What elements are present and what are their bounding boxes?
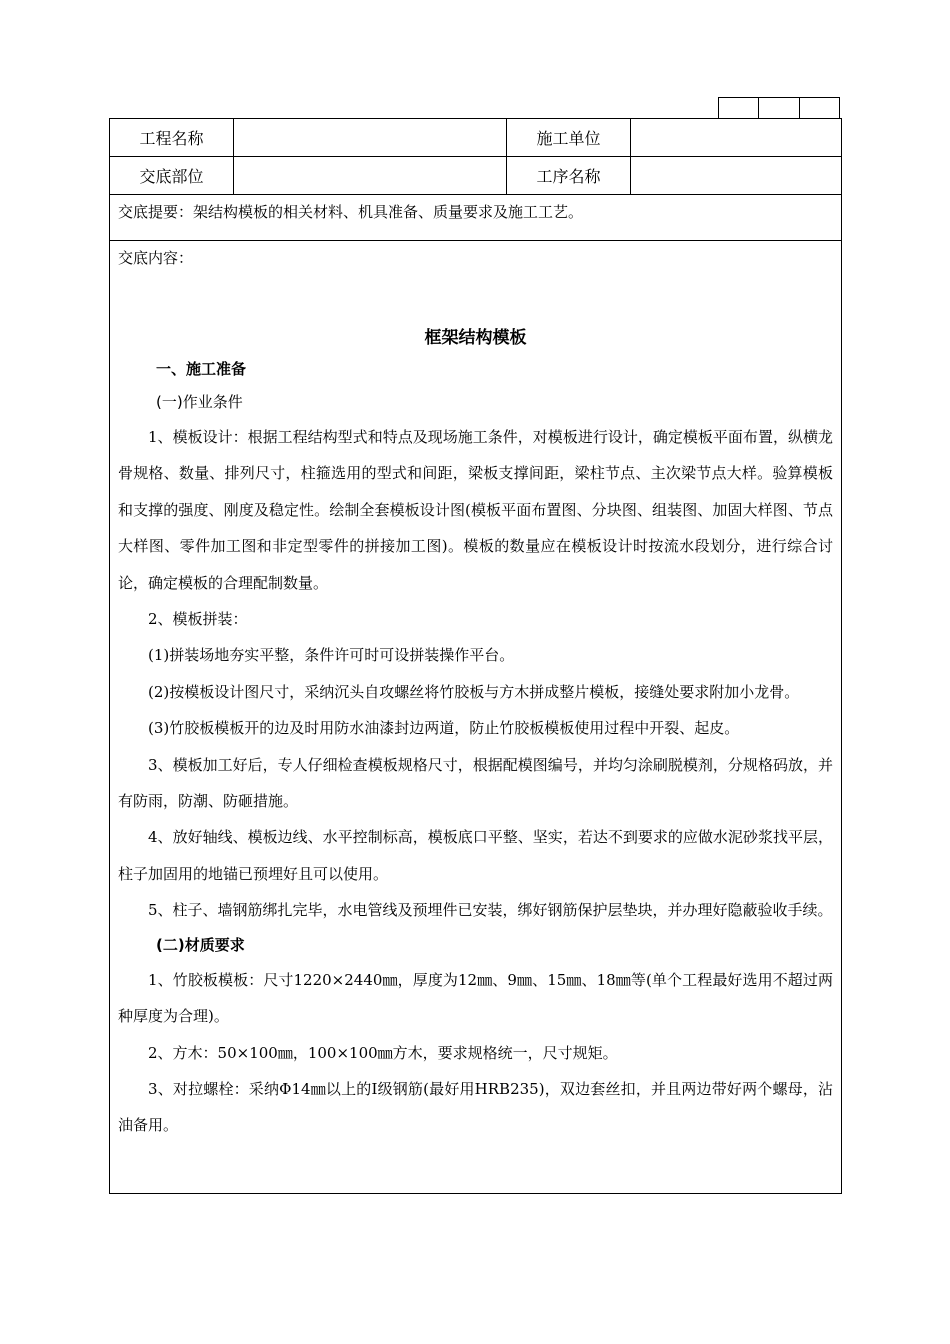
construction-unit-value <box>631 119 841 156</box>
paragraph: (3)竹胶板模板开的边及时用防水油漆封边两道，防止竹胶板模板使用过程中开裂、起皮。 <box>148 719 740 738</box>
paragraph: 1、模板设计：根据工程结构型式和特点及现场施工条件，对模板进行设计，确定模板平面布置，纵横龙骨规格、数量、排列尺寸，柱箍选用的型式和间距，梁板支撑间距，梁柱节点、主次梁节点大样。验算模板和支撑的强度、刚度及稳定性。绘制全套模板设计图(模板平面布置图、分块图、组装图、加固大样图、节点大样图、零件加工图和非定型零件的拼接加工图)。模板的数量应在模板设计时按流水段划分，进行综合讨论，确定模板的合理配制数量。 <box>118 428 833 592</box>
project-name-label: 工程名称 <box>110 119 234 156</box>
subsection-heading-conditions: (一)作业条件 <box>156 393 243 411</box>
summary-row <box>110 195 841 241</box>
process-name-label: 工序名称 <box>507 157 631 194</box>
page-box-2 <box>759 98 799 118</box>
handover-part-value <box>234 157 507 194</box>
paragraph: (2)按模板设计图尺寸，采纳沉头自攻螺丝将竹胶板与方木拼成整片模板，接缝处要求附加小龙骨。 <box>148 682 800 701</box>
handover-form <box>109 118 842 1194</box>
subsection-heading-materials: (二)材质要求 <box>156 935 245 954</box>
paragraph: 3、对拉螺栓：采纳Φ14㎜以上的Ⅰ级钢筋(最好用HRB235)，双边套丝扣，并且两边带好两个螺母，沾油备用。 <box>118 1079 833 1135</box>
content-section <box>110 241 841 1193</box>
header-row-2 <box>110 157 841 195</box>
process-name-value <box>631 157 841 194</box>
document-title: 框架结构模板 <box>424 328 527 348</box>
content-body <box>118 353 833 1144</box>
page-box-1 <box>719 98 759 118</box>
page-box-3 <box>800 98 839 118</box>
paragraph: 4、放好轴线、模板边线、水平控制标高，模板底口平整、坚实，若达不到要求的应做水泥砂浆找平层，柱子加固用的地锚已预埋好且可以使用。 <box>118 828 833 883</box>
paragraph: 2、模板拼装： <box>148 610 248 629</box>
page-number-boxes <box>718 97 840 118</box>
header-row-1 <box>110 119 841 157</box>
paragraph: 2、方木：50×100㎜，100×100㎜方木，要求规格统一，尺寸规矩。 <box>148 1043 618 1062</box>
handover-summary: 交底提要：架结构模板的相关材料、机具准备、质量要求及施工工艺。 <box>118 203 584 221</box>
paragraph: 3、模板加工好后，专人仔细检查模板规格尺寸，根据配模图编号，并均匀涂刷脱模剂，分规格码放，并有防雨，防潮、防砸措施。 <box>118 755 833 811</box>
section-heading-preparation: 一、施工准备 <box>156 360 247 378</box>
project-name-value <box>234 119 507 156</box>
handover-part-label: 交底部位 <box>110 157 234 194</box>
paragraph: (1)拼装场地夯实平整，条件许可时可设拼装操作平台。 <box>148 646 515 665</box>
paragraph: 1、竹胶板模板：尺寸1220×2440㎜，厚度为12㎜、9㎜、15㎜、18㎜等(单个工程最好选用不超过两种厚度为合理)。 <box>118 970 833 1026</box>
paragraph: 5、柱子、墙钢筋绑扎完毕，水电管线及预埋件已安装，绑好钢筋保护层垫块，并办理好隐蔽验收手续。 <box>148 901 833 920</box>
content-label: 交底内容： <box>118 249 194 267</box>
construction-unit-label: 施工单位 <box>507 119 631 156</box>
